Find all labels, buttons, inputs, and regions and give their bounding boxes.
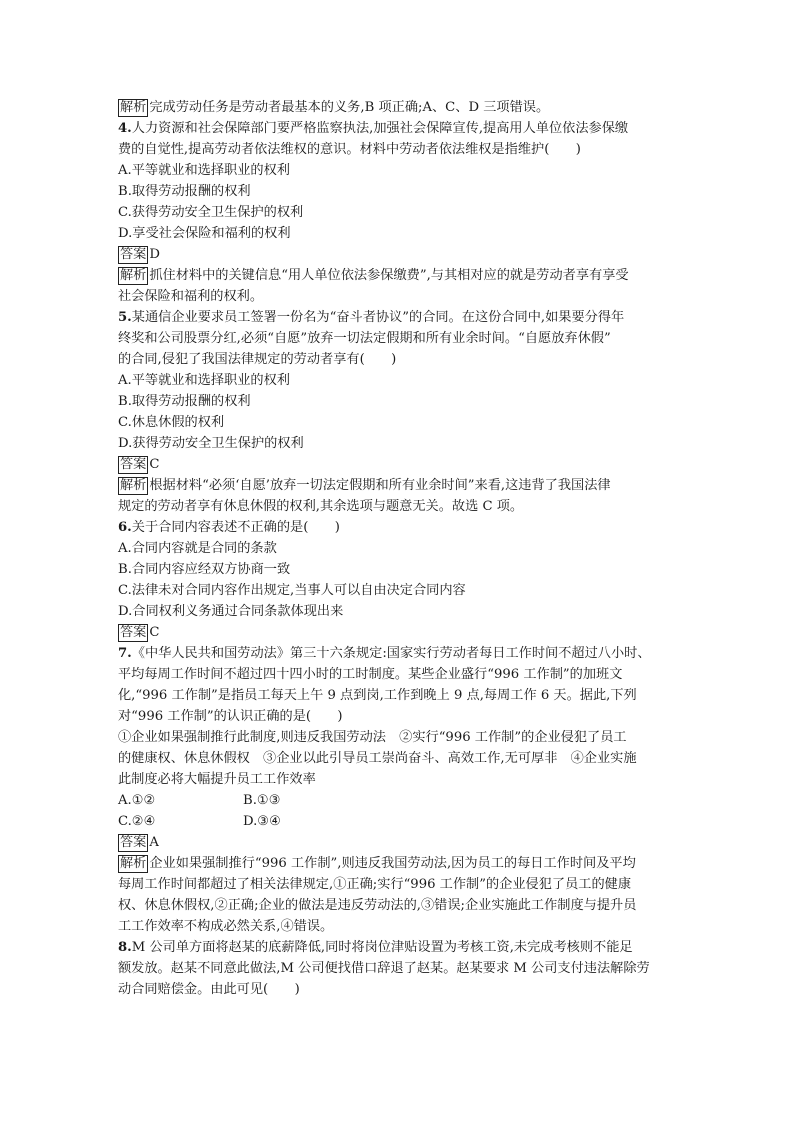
line-text: 社会保险和福利的权利。 — [118, 289, 264, 304]
answer-block — [118, 454, 678, 475]
line-text: B.合同内容应经双方协商一致 — [118, 562, 291, 577]
option-line — [118, 580, 678, 601]
line-text: C — [149, 457, 160, 472]
line-text: 的合同,侵犯了我国法律规定的劳动者享有( ) — [118, 352, 397, 367]
text-line — [118, 328, 678, 349]
text-line — [118, 139, 678, 160]
line-text: A.平等就业和选择职业的权利 — [118, 373, 290, 388]
text-line — [118, 601, 678, 622]
question-number: 7. — [118, 646, 132, 661]
text-line — [118, 643, 678, 664]
line-text: D — [149, 247, 160, 262]
line-text: M 公司单方面将赵某的底薪降低,同时将岗位津贴设置为考核工资,未完成考核则不能足 — [131, 940, 633, 955]
text-line — [118, 727, 678, 748]
option-line — [118, 223, 678, 244]
option-line — [118, 391, 678, 412]
line-text: 《中华人民共和国劳动法》第三十六条规定:国家实行劳动者每日工作时间不超过八小时、 — [131, 646, 651, 661]
line-text: D.享受社会保险和福利的权利 — [118, 226, 291, 241]
line-text: 此制度必将大幅提升员工工作效率 — [118, 772, 316, 787]
line-text: 动合同赔偿金。由此可见( ) — [118, 982, 300, 997]
analysis-tag: 解析 — [120, 856, 147, 871]
answer-tag: 答案 — [120, 247, 147, 262]
text-line — [118, 202, 678, 223]
option-line — [118, 412, 678, 433]
text-line — [118, 958, 678, 979]
question-block — [118, 307, 678, 370]
line-text: 终奖和公司股票分红,必须“自愿”放弃一切法定假期和所有业余时间。“自愿放弃休假” — [118, 331, 611, 346]
line-text: 平均每周工作时间不超过四十四小时的工时制度。某些企业盛行“996 工作制”的加班文 — [118, 667, 623, 682]
text-line — [118, 706, 678, 727]
line-text: 某通信企业要求员工签署一份名为“奋斗者协议”的合同。在这份合同中,如果要分得年 — [131, 310, 625, 325]
answer-tag: 答案 — [120, 835, 147, 850]
answer-tag: 答案 — [120, 457, 147, 472]
option-label: D.③④ — [243, 814, 281, 829]
analysis-block — [118, 475, 678, 517]
text-line — [118, 979, 678, 1000]
analysis-block — [118, 853, 678, 937]
option-line — [118, 433, 678, 454]
text-line — [118, 475, 678, 496]
text-line — [118, 454, 678, 475]
text-line — [118, 895, 678, 916]
line-text: C.法律未对合同内容作出规定,当事人可以自由决定合同内容 — [118, 583, 466, 598]
line-text: 对“996 工作制”的认识正确的是( ) — [118, 709, 343, 724]
answer-block — [118, 832, 678, 853]
text-line — [118, 286, 678, 307]
line-text: 每周工作时间都超过了相关法律规定,①正确;实行“996 工作制”的企业侵犯了员工的健康 — [118, 877, 632, 892]
line-text: 企业如果强制推行“996 工作制”,则违反我国劳动法,因为员工的每日工作时间及平均 — [149, 856, 636, 871]
line-text: 额发放。赵某不同意此做法,M 公司便找借口辞退了赵某。赵某要求 M 公司支付违法解除劳 — [118, 961, 650, 976]
line-text: A — [149, 835, 159, 850]
option-line — [118, 202, 678, 223]
answer-block — [118, 244, 678, 265]
question-block — [118, 643, 678, 727]
option-label: A.①② — [118, 793, 156, 808]
text-line — [118, 412, 678, 433]
option-line — [118, 727, 678, 790]
text-line — [118, 916, 678, 937]
line-text: 费的自觉性,提高劳动者依法维权的意识。材料中劳动者依法维权是指维护( ) — [118, 142, 581, 157]
text-line — [118, 580, 678, 601]
analysis-block — [118, 97, 678, 118]
line-text: B.取得劳动报酬的权利 — [118, 184, 251, 199]
text-line — [118, 118, 678, 139]
option-line — [118, 559, 678, 580]
line-text: 根据材料“必须‘自愿’放弃一切法定假期和所有业余时间”来看,这违背了我国法律 — [149, 478, 611, 493]
line-text: 规定的劳动者享有休息休假的权利,其余选项与题意无关。故选 C 项。 — [118, 499, 524, 514]
text-line — [118, 265, 678, 286]
text-line — [118, 349, 678, 370]
option-label: C.②④ — [118, 814, 156, 829]
analysis-block — [118, 265, 678, 307]
answer-block — [118, 622, 678, 643]
text-line — [118, 181, 678, 202]
line-text: 抓住材料中的关键信息“用人单位依法参保缴费”,与其相对应的就是劳动者享有享受 — [149, 268, 629, 283]
text-line — [118, 853, 678, 874]
line-text: 权、休息休假权,②正确;企业的做法是违反劳动法的,③错误;企业实施此工作制度与提升员 — [118, 898, 637, 913]
line-text: D.合同权利义务通过合同条款体现出来 — [118, 604, 344, 619]
text-line — [118, 559, 678, 580]
line-text: C.休息休假的权利 — [118, 415, 225, 430]
line-text: 的健康权、休息休假权 ③企业以此引导员工崇尚奋斗、高效工作,无可厚非 ④企业实施 — [118, 751, 637, 766]
text-line — [118, 622, 678, 643]
question-number: 4. — [118, 121, 132, 136]
option-line — [118, 370, 678, 391]
line-text: C — [149, 625, 160, 640]
option-line — [118, 160, 678, 181]
line-text: 完成劳动任务是劳动者最基本的义务,B 项正确;A、C、D 三项错误。 — [149, 100, 550, 115]
option-line — [118, 181, 678, 202]
text-line — [118, 370, 678, 391]
line-text: 工工作效率不构成必然关系,④错误。 — [118, 919, 334, 934]
line-text: D.获得劳动安全卫生保护的权利 — [118, 436, 304, 451]
line-text: A.合同内容就是合同的条款 — [118, 541, 277, 556]
analysis-tag: 解析 — [120, 268, 147, 283]
text-line — [118, 307, 678, 328]
text-line — [118, 937, 678, 958]
line-text: 关于合同内容表述不正确的是( ) — [131, 520, 340, 535]
text-line — [118, 496, 678, 517]
worksheet-page — [118, 97, 678, 1000]
text-line — [118, 391, 678, 412]
line-text: A.平等就业和选择职业的权利 — [118, 163, 290, 178]
text-line — [118, 874, 678, 895]
text-line — [118, 769, 678, 790]
line-text: 人力资源和社会保障部门要严格监察执法,加强社会保障宣传,提高用人单位依法参保缴 — [131, 121, 629, 136]
options-row — [118, 811, 678, 832]
text-line — [118, 433, 678, 454]
question-number: 6. — [118, 520, 132, 535]
options-row — [118, 790, 678, 811]
question-number: 8. — [118, 940, 132, 955]
option-line — [118, 601, 678, 622]
text-line — [118, 664, 678, 685]
option-label: B.①③ — [243, 793, 281, 808]
question-block — [118, 118, 678, 160]
question-block — [118, 937, 678, 1000]
text-line — [118, 685, 678, 706]
text-line — [118, 538, 678, 559]
line-text: ①企业如果强制推行此制度,则违反我国劳动法 ②实行“996 工作制”的企业侵犯了员工 — [118, 730, 627, 745]
answer-tag: 答案 — [120, 625, 147, 640]
analysis-tag: 解析 — [120, 478, 147, 493]
text-line — [118, 832, 678, 853]
text-line — [118, 160, 678, 181]
text-line — [118, 517, 678, 538]
text-line — [118, 223, 678, 244]
text-line — [118, 97, 678, 118]
option-line — [118, 538, 678, 559]
line-text: C.获得劳动安全卫生保护的权利 — [118, 205, 304, 220]
question-number: 5. — [118, 310, 132, 325]
line-text: B.取得劳动报酬的权利 — [118, 394, 251, 409]
question-block — [118, 517, 678, 538]
text-line — [118, 244, 678, 265]
line-text: 化,“996 工作制”是指员工每天上午 9 点到岗,工作到晚上 9 点,每周工作 6 天。据此,下列 — [118, 688, 637, 703]
analysis-tag: 解析 — [120, 100, 147, 115]
text-line — [118, 748, 678, 769]
